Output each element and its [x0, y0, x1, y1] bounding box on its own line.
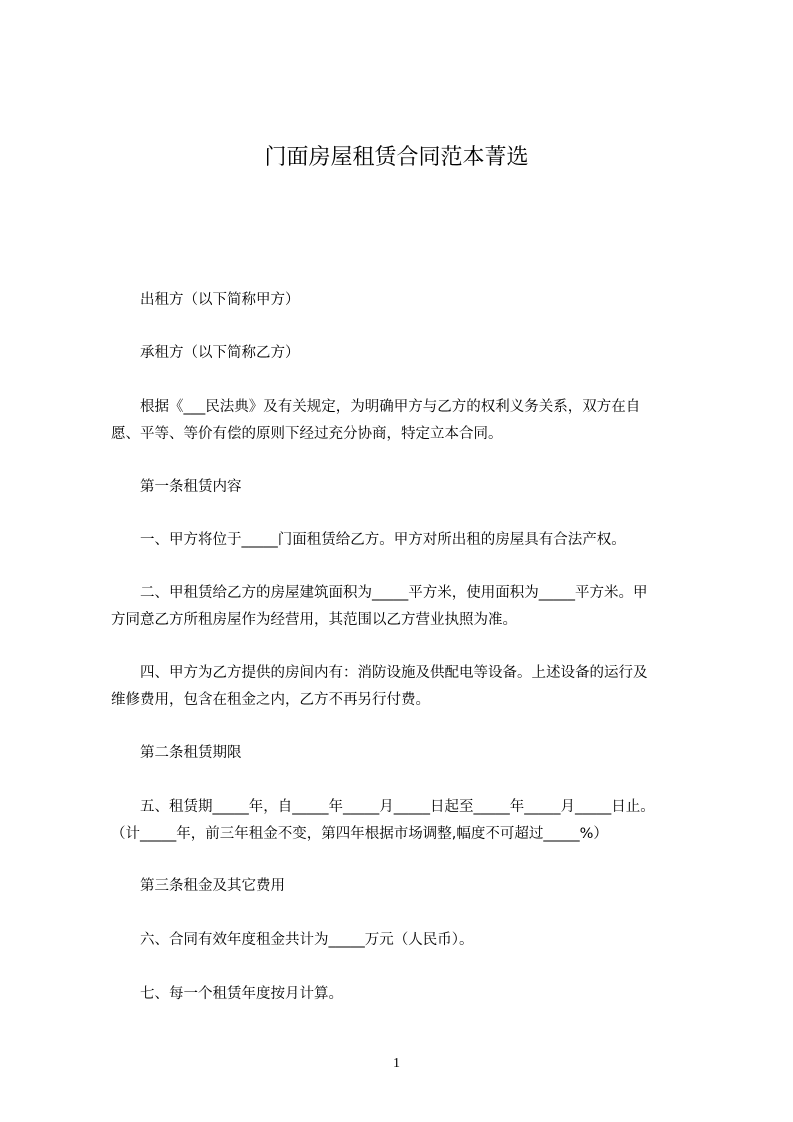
paragraph-line: 维修费用，包含在租金之内，乙方不再另行付费。: [111, 692, 430, 708]
document-title: 门面房屋租赁合同范本菁选: [264, 145, 529, 170]
paragraph-line: 第二条租赁期限: [111, 745, 242, 761]
paragraph-line: 四、甲方为乙方提供的房间内有：消防设施及供配电等设备。上述设备的运行及: [111, 665, 648, 681]
paragraph-line: 承租方（以下简称乙方）: [111, 345, 300, 361]
article-3-heading: [111, 873, 703, 900]
paragraph-line: 一、甲方将位于_____门面租赁给乙方。甲方对所出租的房屋具有合法产权。: [111, 532, 626, 548]
paragraph-item-4: [111, 660, 703, 714]
paragraph-intro: [111, 394, 703, 448]
article-1-heading: [111, 474, 703, 501]
paragraph-line: 六、合同有效年度租金共计为_____万元（人民币）。: [111, 932, 474, 948]
paragraph-line: 七、每一个租赁年度按月计算。: [111, 986, 343, 1002]
paragraph-item-2: [111, 580, 703, 634]
paragraph-line: 第三条租金及其它费用: [111, 878, 285, 894]
paragraph-lessor: [111, 287, 703, 314]
paragraph-item-7: [111, 981, 703, 1008]
paragraph-line: 第一条租赁内容: [111, 479, 242, 495]
article-2-heading: [111, 740, 703, 767]
paragraph-line: 愿、平等、等价有偿的原则下经过充分协商，特定立本合同。: [111, 426, 503, 442]
paragraph-line: 五、租赁期_____年，自_____年_____月_____日起至_____年_____月_____日止。: [111, 799, 655, 815]
paragraph-item-5: [111, 794, 703, 848]
paragraph-item-1: [111, 527, 703, 554]
paragraph-line: 二、甲租赁给乙方的房屋建筑面积为_____平方米，使用面积为_____平方米。甲: [111, 585, 648, 601]
paragraph-lessee: [111, 340, 703, 367]
page-number: 1: [393, 1056, 400, 1071]
paragraph-line: （计_____年，前三年租金不变，第四年根据市场调整,幅度不可超过_____%）: [111, 826, 608, 842]
paragraph-item-6: [111, 927, 703, 954]
paragraph-line: 出租方（以下简称甲方）: [111, 292, 300, 308]
paragraph-line: 方同意乙方所租房屋作为经营用，其范围以乙方营业执照为准。: [111, 612, 517, 628]
paragraph-line: 根据《___民法典》及有关规定，为明确甲方与乙方的权利义务关系，双方在自: [111, 399, 641, 415]
